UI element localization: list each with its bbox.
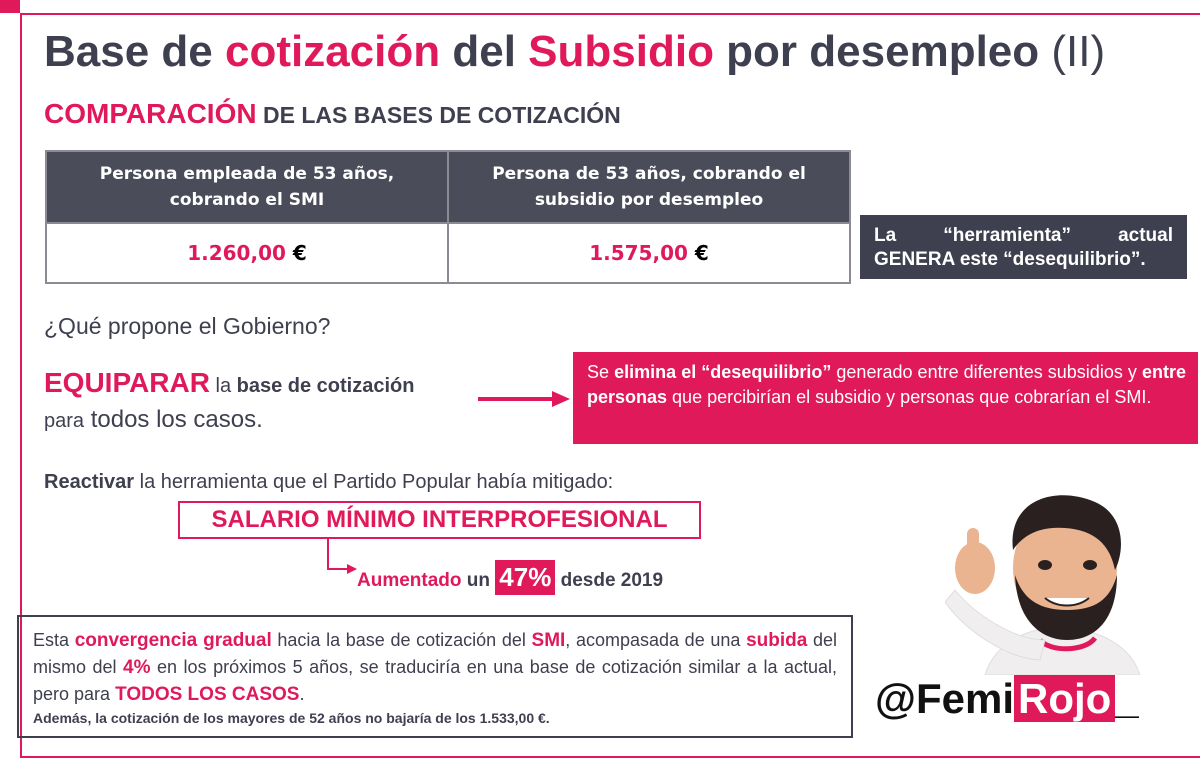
page-title: Base de cotización del Subsidio por desempleo (II) [44,27,1106,76]
reactivar-statement: Reactivar la herramienta que el Partido Popular había mitigado: [44,471,614,493]
value-subsidy: 1.575,00 € [448,223,850,283]
avatar [945,490,1165,675]
table-header-row [46,151,850,223]
comparison-table [45,150,851,284]
equiparar-statement: EQUIPARAR la base de cotización para todos los casos. [44,367,415,433]
arrow-right-icon [478,389,570,409]
convergence-footnote: Además, la cotización de los mayores de 52 años no bajaría de los 1.533,00 €. [33,710,550,726]
smi-label-box: SALARIO MÍNIMO INTERPROFESIONAL [178,501,701,539]
section-subtitle: COMPARACIÓN DE LAS BASES DE COTIZACIÓN [44,98,621,129]
convergence-note-box: Esta convergencia gradual hacia la base de cotización del SMI, acompasada de una subida del mismo del 4% en los próximos 5 años, se traduciría en una base de cotización similar a la actual, pero para TODOS LOS CASOS. Además, la cotización de los mayores de 52 años no bajaría de los 1.533,00 €. [17,615,853,738]
table-row [46,223,850,283]
tool-imbalance-note: La “herramienta” actual GENERA este “desequilibrio”. [860,215,1187,279]
government-question: ¿Qué propone el Gobierno? [44,313,331,339]
imbalance-removed-box: Se elimina el “desequilibrio” generado entre diferentes subsidios y entre personas que percibirían el subsidio y personas que cobrarían el SMI. [573,352,1198,444]
header-subsidy: Persona de 53 años, cobrando el subsidio por desempleo [448,151,850,223]
percent-badge: 47% [495,560,555,595]
increase-statement: Aumentado un 47% desde 2019 [357,560,663,595]
twitter-handle: @FemiRojo_ [875,675,1139,722]
header-employed: Persona empleada de 53 años, cobrando el SMI [46,151,448,223]
top-corner-accent [0,0,20,13]
value-employed: 1.260,00 € [46,223,448,283]
connector-arrow-icon [325,539,359,579]
